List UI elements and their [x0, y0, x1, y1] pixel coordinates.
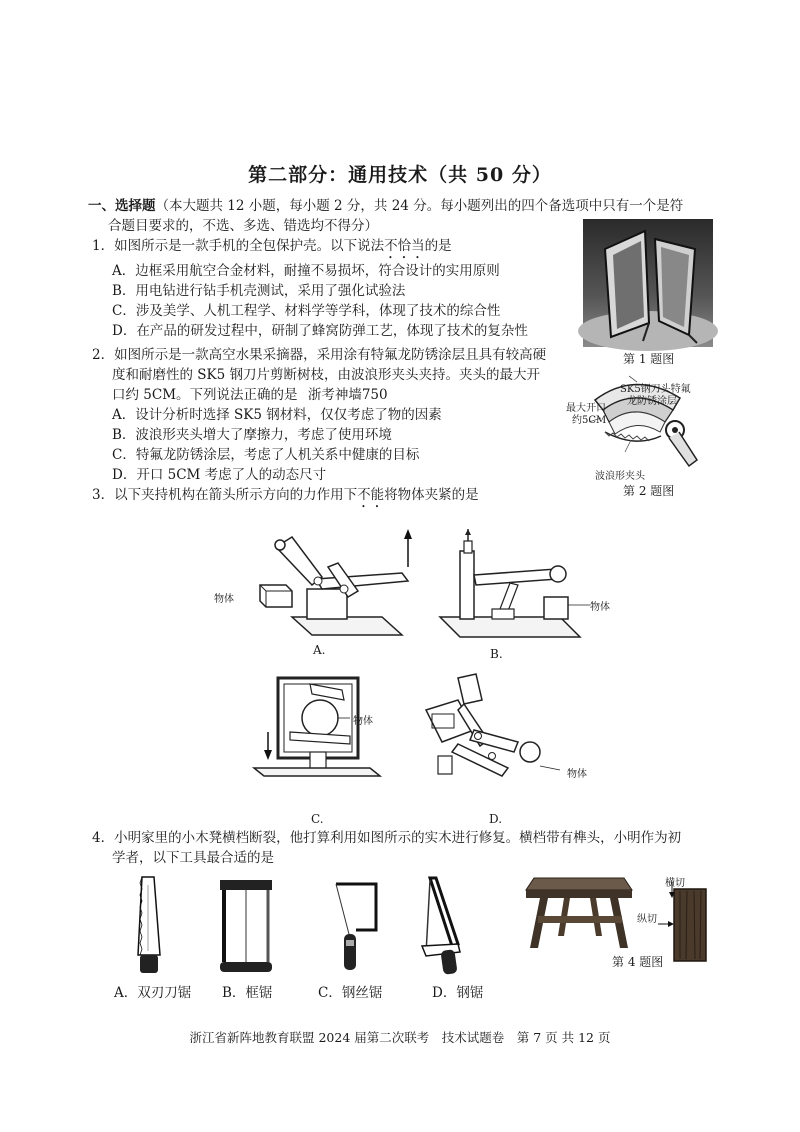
- q1-stem-pre: 1．如图所示是一款手机的全包保护壳。以下说法: [92, 238, 385, 254]
- q1-option-d: D．在产品的研发过程中，研制了蜂窝防弹工艺，体现了技术的复杂性: [112, 323, 528, 339]
- q4-option-c: C．钢丝锯: [318, 985, 383, 1001]
- q4-hacksaw-icon: [416, 874, 472, 978]
- q4-stool-photo: [524, 872, 634, 952]
- q4-coping-saw-icon: [326, 878, 386, 974]
- q3-stem-pre: 3．以下夹持机构在箭头所示方向的力作用下: [92, 487, 358, 503]
- page-title: 第二部分：通用技术（共 50 分）: [248, 164, 552, 186]
- section-header: [88, 196, 683, 216]
- q4-option-b: B．框锯: [222, 985, 273, 1001]
- q4-figure-caption: 第 4 题图: [612, 955, 664, 969]
- q2-stem-line3-text: 口约 5CM。下列说法正确的是: [112, 387, 298, 403]
- q3-object-label-b: 物体: [590, 602, 610, 613]
- q1-stem-emph: 不恰当: [384, 238, 425, 254]
- page-footer: 浙江省新阵地教育联盟 2024 届第二次联考 技术试题卷 第 7 页 共 12 页: [189, 1030, 611, 1045]
- q1-option-a: A．边框采用航空合金材料，耐撞不易损坏，符合设计的实用原则: [112, 263, 500, 279]
- q2-label-clamp: 波浪形夹头: [595, 471, 645, 482]
- q4-stem-line2: 学者，以下工具最合适的是: [112, 850, 274, 866]
- q2-watermark: 浙考神墙750: [307, 387, 388, 403]
- section-heading: 一、选择题: [88, 198, 156, 214]
- q2-stem-line3: [112, 385, 388, 405]
- section-desc-line2: 合题目要求的，不选、多选、错选均不得分）: [108, 218, 378, 234]
- q3-stem-post: 将物体夹紧的是: [384, 487, 479, 503]
- q3-label-b: B.: [490, 647, 503, 661]
- q2-stem-line2: 度和耐磨性的 SK5 钢刀片剪断树枝，由波浪形夹头夹持。夹头的最大开: [112, 367, 541, 383]
- q1-option-c: C．涉及美学、人机工程学、材料学等学科，体现了技术的综合性: [112, 303, 501, 319]
- q2-stem-line1: 2．如图所示是一款高空水果采摘器，采用涂有特氟龙防锈涂层且具有较高硬: [92, 347, 547, 363]
- q4-label-cross-cut: 横切: [665, 878, 685, 889]
- q4-option-a: A．双刃刀锯: [114, 985, 192, 1001]
- q3-label-d: D.: [489, 812, 503, 826]
- q2-option-b: B．波浪形夹头增大了摩擦力，考虑了使用环境: [112, 427, 392, 443]
- q2-label-blade-line2: 龙防锈涂层: [627, 396, 677, 407]
- q3-mechanism-a: [252, 527, 432, 642]
- q4-double-edged-saw-icon: [132, 875, 168, 975]
- q2-label-opening-line2: 约5CM: [572, 415, 607, 426]
- q3-mechanism-d: [418, 670, 578, 795]
- q3-label-a: A.: [313, 643, 326, 657]
- q2-label-opening-line1: 最大开口: [566, 403, 606, 414]
- q2-option-c: C．特氟龙防锈涂层，考虑了人机关系中健康的目标: [112, 447, 420, 463]
- q1-figure-caption: 第 1 题图: [623, 352, 675, 366]
- q3-mechanism-b: [440, 525, 600, 645]
- section-desc-line1: （本大题共 12 小题，每小题 2 分，共 24 分。每小题列出的四个备选项中只有一个是符: [155, 198, 684, 214]
- q4-option-d: D．钢锯: [432, 985, 484, 1001]
- q3-stem-emph: 不能: [357, 487, 385, 503]
- q4-label-rip-cut: 纵切: [637, 914, 657, 925]
- q3-object-label-c: 物体: [353, 716, 373, 727]
- q3-object-label-a: 物体: [214, 594, 234, 605]
- q3-label-c: C.: [311, 812, 324, 826]
- q1-option-b: B．用电钻进行钻手机壳测试，采用了强化试验法: [112, 283, 406, 299]
- q4-frame-saw-icon: [214, 878, 278, 976]
- q1-stem-post: 的是: [424, 238, 452, 254]
- q3-mechanism-c: [250, 672, 400, 787]
- q1-stem: [92, 236, 452, 262]
- q3-stem: [92, 485, 479, 511]
- q2-option-d: D．开口 5CM 考虑了人的动态尺寸: [112, 467, 327, 483]
- q2-option-a: A．设计分析时选择 SK5 钢材料，仅仅考虑了物的因素: [112, 407, 442, 423]
- q3-object-label-d: 物体: [567, 769, 587, 780]
- q2-label-blade-line1: SK5钢刀头特氟: [620, 384, 691, 395]
- q4-stem-line1: 4．小明家里的小木凳横档断裂，他打算利用如图所示的实木进行修复。横档带有榫头，小明作为初: [92, 830, 682, 846]
- q2-figure-caption: 第 2 题图: [623, 484, 675, 498]
- q1-phone-case-photo: [583, 219, 713, 347]
